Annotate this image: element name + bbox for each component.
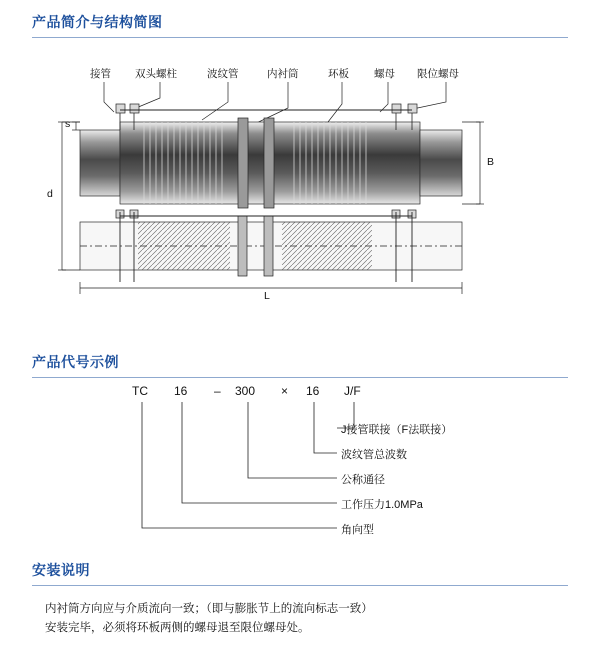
section-title-product-intro: 产品简介与结构简图 [32,14,163,30]
section-divider [32,377,568,378]
callout-label-1: 双头螺柱 [135,68,177,80]
code-token-connection: J/F [344,384,361,398]
section-product-intro [32,12,568,38]
callout-label-2: 波纹管 [207,68,239,80]
dimension-label-L: L [264,290,270,302]
code-desc-diameter: 公称通径 [341,474,385,486]
code-desc-connection: J接管联接（F法联接） [341,424,453,436]
code-token-waves: 16 [306,384,320,398]
code-token-dash: – [214,384,221,398]
section-installation [32,560,568,586]
section-product-code [32,352,568,378]
product-code-leader-lines [32,380,568,540]
section-title-installation: 安装说明 [32,562,90,578]
section-title-product-code: 产品代号示例 [32,354,119,370]
installation-note-1: 内衬筒方向应与介质流向一致；（即与膨胀节上的流向标志一致） [45,603,373,615]
callout-label-0: 接管 [90,68,111,80]
dimension-label-d: d [47,188,53,200]
dimension-label-B: B [487,156,495,168]
code-token-diameter: 300 [235,384,256,398]
product-code-breakdown [32,380,568,540]
code-desc-type: 角向型 [341,524,374,536]
code-token-multiply: × [281,384,289,398]
callout-label-3: 内衬筒 [267,68,299,80]
callout-label-6: 限位螺母 [417,68,459,80]
callout-label-4: 环板 [328,68,349,80]
code-desc-waves: 波纹管总波数 [341,449,407,461]
code-desc-pressure: 工作压力1.0MPa [341,499,423,511]
dimension-label-s: s [65,118,71,130]
structure-diagram [32,60,568,300]
callout-label-5: 螺母 [374,68,395,80]
section-divider [32,37,568,38]
section-divider [32,585,568,586]
installation-notes [45,600,565,638]
code-token-pressure: 16 [174,384,188,398]
code-token-series: TC [132,384,148,398]
structure-diagram-svg [32,60,568,300]
installation-note-2: 安装完毕，必须将环板两侧的螺母退至限位螺母处。 [45,622,310,634]
